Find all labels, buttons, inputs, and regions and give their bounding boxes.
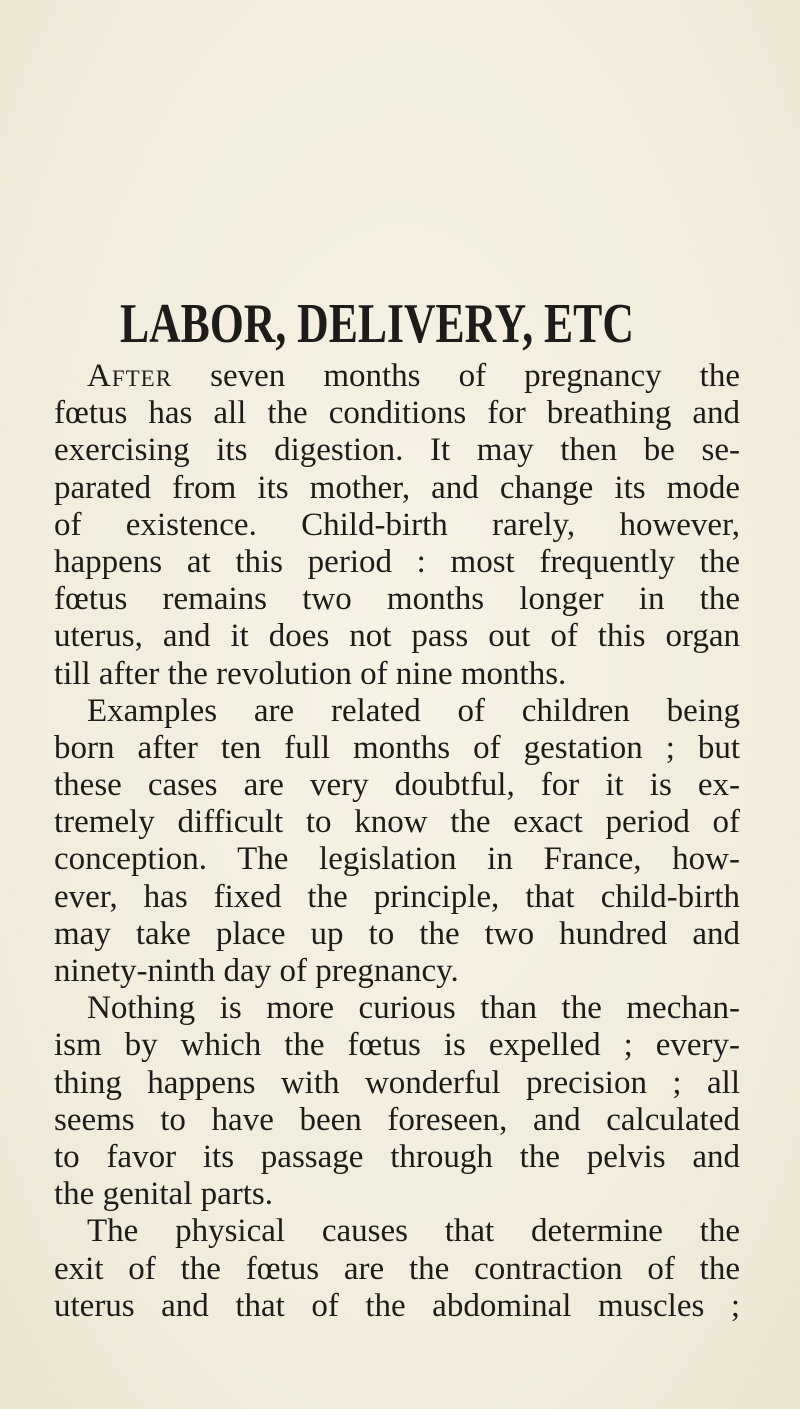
line-text: born after ten full months of gestation ; but [54, 729, 740, 766]
line-text: ism by which the fœtus is expelled ; every- [54, 1027, 740, 1064]
body-text [54, 358, 740, 1325]
text-line [54, 804, 740, 841]
text-line [54, 1288, 740, 1325]
text-line [54, 544, 740, 581]
line-text: ninety-ninth day of pregnancy. [54, 953, 459, 989]
line-text: thing happens with wonderful precision ; all [54, 1064, 740, 1101]
text-line [54, 1176, 740, 1213]
text-line [54, 581, 740, 618]
text-line [54, 953, 740, 990]
line-text: fœtus has all the conditions for breathing and [54, 395, 740, 432]
text-line [54, 841, 740, 878]
line-text: exercising its digestion. It may then be se- [54, 432, 740, 469]
text-line [54, 916, 740, 953]
text-line [54, 767, 740, 804]
line-text: seems to have been foreseen, and calculated [54, 1101, 740, 1138]
line-text: Examples are related of children being [87, 692, 740, 729]
line-text: The physical causes that determine the [87, 1213, 740, 1250]
text-line [54, 395, 740, 432]
text-line [54, 879, 740, 916]
text-line [54, 470, 740, 507]
line-text: may take place up to the two hundred and [54, 915, 740, 952]
chapter-heading: LABOR, DELIVERY, ETC [120, 293, 634, 355]
line-text: uterus and that of the abdominal muscles ; [54, 1287, 740, 1324]
text-line [54, 507, 740, 544]
text-line [54, 1251, 740, 1288]
line-text: uterus, and it does not pass out of this organ [54, 618, 740, 655]
line-text: to favor its passage through the pelvis and [54, 1138, 740, 1175]
text-line [54, 1102, 740, 1139]
line-text: fœtus remains two months longer in the [54, 581, 740, 618]
text-line [54, 618, 740, 655]
text-line [54, 730, 740, 767]
line-text: the genital parts. [54, 1176, 274, 1213]
small-caps-lead-word: After [87, 358, 173, 394]
line-text: happens at this period : most frequently the [54, 543, 740, 580]
text-line [54, 1213, 740, 1250]
line-text: Nothing is more curious than the mechan- [87, 990, 740, 1027]
line-text: conception. The legislation in France, how- [54, 841, 740, 878]
line-text: seven months of pregnancy the [172, 358, 740, 394]
text-line [54, 1027, 740, 1064]
line-text: exit of the fœtus are the contraction of the [54, 1250, 740, 1287]
text-line [54, 358, 740, 395]
text-line [54, 1139, 740, 1176]
line-text: of existence. Child-birth rarely, however, [54, 506, 740, 543]
line-text: till after the revolution of nine months. [54, 655, 567, 692]
line-text: tremely difficult to know the exact period of [54, 804, 740, 841]
line-text: ever, has fixed the principle, that child-birth [54, 878, 740, 915]
line-text: parated from its mother, and change its mode [54, 469, 740, 506]
text-line [54, 656, 740, 693]
text-line [54, 990, 740, 1027]
text-line [54, 432, 740, 469]
text-line [54, 1065, 740, 1102]
text-line [54, 693, 740, 730]
line-text: these cases are very doubtful, for it is ex- [54, 767, 740, 804]
